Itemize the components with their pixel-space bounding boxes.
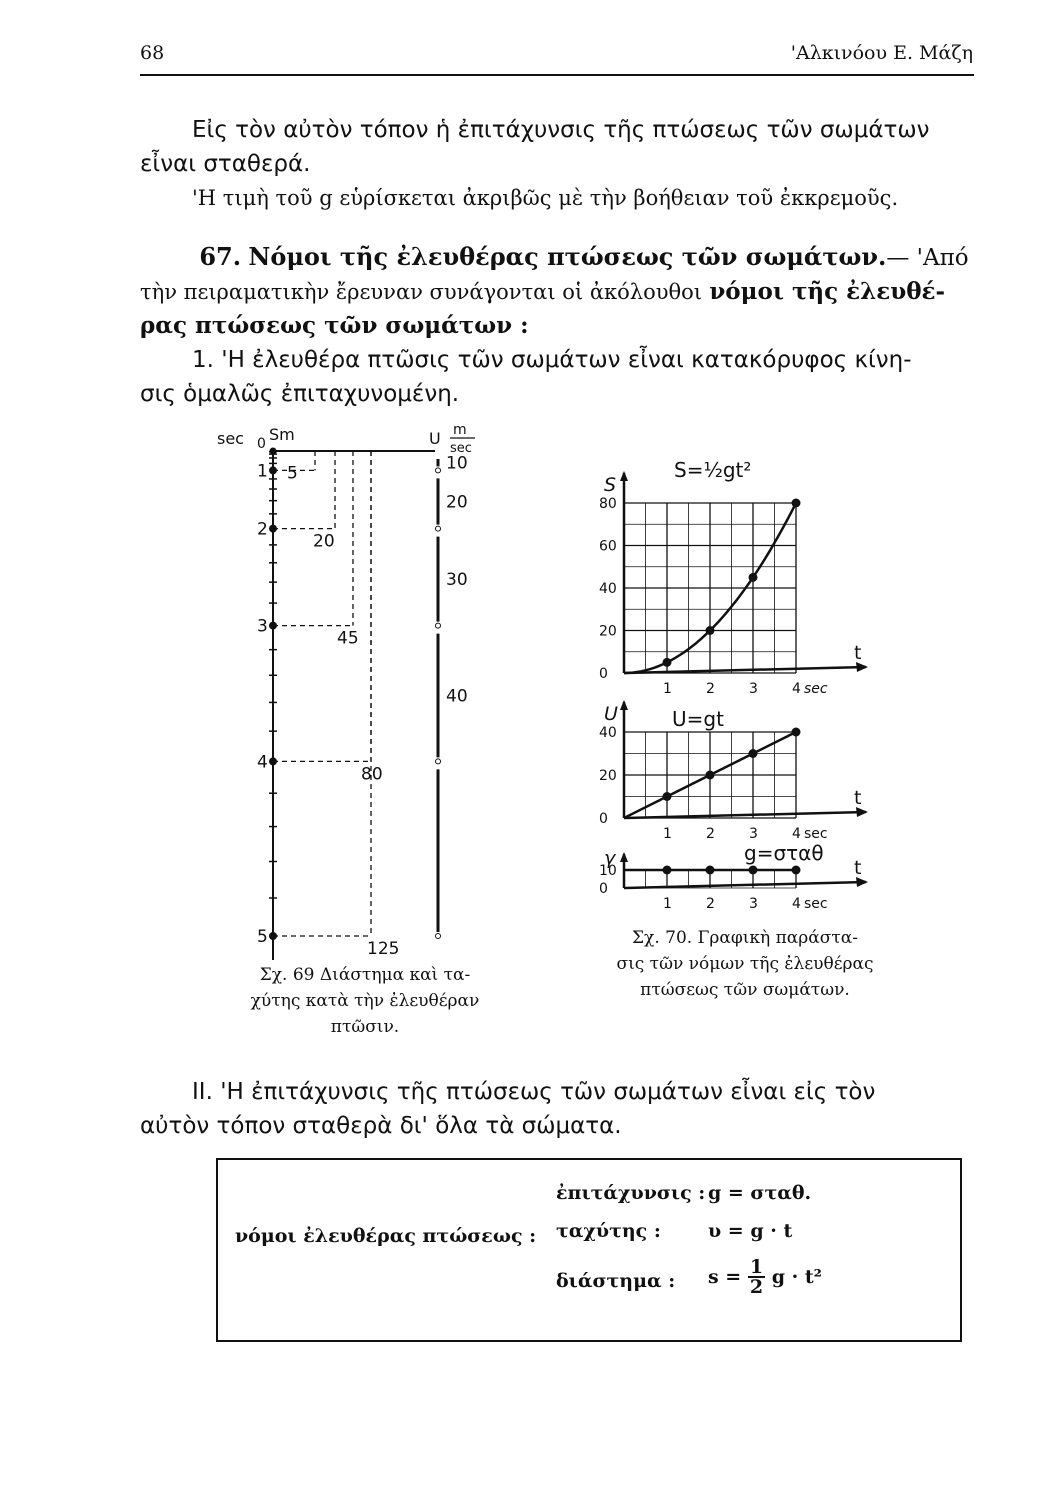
- fig69-distance-label: 80: [361, 764, 383, 785]
- figure-69: [205, 420, 505, 960]
- fig69-unit-num: m: [453, 422, 467, 438]
- fig69-speed-label: 40: [446, 686, 468, 707]
- law-2-line-1: ΙΙ. 'Η ἐπιτάχυνσις τῆς πτώσεως τῶν σωμάτων εἶναι εἰς τὸν: [192, 1079, 876, 1105]
- fig69-unit-den: sec: [450, 441, 472, 456]
- y-axis-arrow: [620, 471, 628, 481]
- x-axis-label: t: [854, 787, 862, 809]
- fig69-speed-node: [436, 468, 441, 473]
- fig69-speed-node: [436, 623, 441, 628]
- law-1-line-1: 1. 'Η ἐλευθέρα πτῶσις τῶν σωμάτων εἶναι κατακόρυφος κίνη-: [192, 347, 912, 373]
- fig70-caption-line-2: σις τῶν νόμων τῆς ἐλευθέρας: [616, 954, 874, 974]
- summary-row-3-rhs: g · t²: [771, 1266, 822, 1288]
- summary-row-3-name: διάστημα :: [556, 1270, 676, 1292]
- intro-line-1: Εἰς τὸν αὐτὸν τόπον ἡ ἐπιτάχυνσις τῆς πτώσεως τῶν σωμάτων: [192, 117, 930, 143]
- x-unit-label: sec: [804, 896, 828, 912]
- y-tick-label: 10: [599, 863, 617, 879]
- y-axis-arrow: [620, 700, 628, 710]
- data-point: [749, 749, 758, 758]
- x-axis-label: t: [854, 857, 862, 879]
- fig69-time-label: 5: [257, 927, 268, 947]
- x-tick-label: 3: [749, 681, 758, 697]
- intro-line-2: εἶναι σταθερά.: [140, 151, 311, 177]
- fig69-distance-label: 45: [337, 628, 359, 649]
- fig70-caption: [580, 925, 910, 1003]
- fig69-sm-label: Sm: [269, 425, 295, 444]
- page-number: 68: [140, 42, 165, 64]
- fig69-caption: [215, 962, 515, 1040]
- y-tick-label: 40: [599, 725, 617, 741]
- intro-paragraph: [140, 113, 970, 215]
- x-unit-label: sec: [804, 681, 828, 697]
- y-tick-label: 0: [599, 666, 608, 682]
- y-tick-label: 20: [599, 768, 617, 784]
- graph-velocity: [599, 700, 868, 842]
- x-tick-label: 3: [749, 896, 758, 912]
- fig69-caption-line-3: πτῶσιν.: [330, 1017, 400, 1037]
- data-point: [706, 771, 715, 780]
- section-bold-term: νόμοι τῆς ἐλευθέ-: [709, 278, 946, 305]
- summary-box: [216, 1158, 962, 1342]
- fig69-time-axis: [257, 448, 277, 961]
- section-title: Νόμοι τῆς ἐλευθέρας πτώσεως τῶν σωμάτων.: [248, 242, 887, 271]
- y-axis-label: S: [604, 474, 617, 496]
- fig69-speed-node: [436, 526, 441, 531]
- x-axis-label: t: [854, 642, 862, 664]
- x-tick-label: 4: [792, 896, 801, 912]
- law-2: [140, 1075, 970, 1143]
- summary-row-1-name: ἐπιτάχυνσις :: [556, 1182, 706, 1204]
- x-tick-label: 1: [663, 896, 672, 912]
- fig69-distance-label: 20: [313, 531, 335, 552]
- x-tick-label: 2: [706, 826, 715, 842]
- y-tick-label: 60: [599, 538, 617, 555]
- data-point: [663, 792, 672, 801]
- fig69-time-label: 2: [257, 519, 268, 540]
- y-tick-label: 80: [599, 496, 617, 512]
- x-tick-label: 1: [663, 681, 672, 697]
- fig69-speed-label: 10: [446, 453, 468, 474]
- summary-fraction-num: 1: [749, 1256, 764, 1278]
- y-tick-label: 0: [599, 811, 608, 827]
- x-tick-label: 2: [706, 681, 715, 697]
- fig69-time-label: 4: [257, 752, 268, 773]
- fig69-caption-line-2: χύτης κατὰ τὴν ἐλευθέραν: [250, 991, 480, 1011]
- fig69-time-label: 3: [257, 616, 268, 637]
- summary-row-1-formula: g = σταθ.: [708, 1182, 812, 1204]
- summary-label: νόμοι ἐλευθέρας πτώσεως :: [235, 1225, 537, 1247]
- y-axis-label: U: [604, 703, 618, 725]
- summary-row-2-name: ταχύτης :: [556, 1220, 661, 1242]
- summary-fraction-den: 2: [749, 1276, 764, 1298]
- x-unit-label: sec: [804, 826, 828, 842]
- fig69-zero-label: 0: [257, 436, 266, 452]
- x-axis: [624, 812, 866, 818]
- fig70-caption-line-3: πτώσεως τῶν σωμάτων.: [640, 980, 850, 1000]
- summary-fraction: [748, 1258, 765, 1296]
- fig69-u-label: U: [429, 429, 441, 448]
- x-tick-label: 1: [663, 826, 672, 842]
- fig69-speed-node: [436, 934, 441, 939]
- chart-title: U=gt: [672, 707, 724, 731]
- data-point: [706, 866, 715, 875]
- y-tick-label: 0: [599, 881, 608, 897]
- x-tick-label: 4: [792, 826, 801, 842]
- fig69-distance-label: 5: [287, 463, 298, 484]
- data-point: [663, 866, 672, 875]
- data-point: [663, 658, 672, 667]
- law-1-line-2: σις ὁμαλῶς ἐπιταχυνομένη.: [140, 381, 460, 407]
- graph-acceleration: [599, 841, 868, 912]
- data-point: [792, 728, 801, 737]
- section-bold-term-cont: ρας πτώσεως τῶν σωμάτων :: [140, 312, 529, 339]
- chart-title: g=σταθ: [744, 841, 824, 865]
- y-axis-label: γ: [604, 847, 616, 869]
- x-tick-label: 4: [792, 681, 801, 697]
- section-67: [140, 240, 970, 411]
- fig70-caption-line-1: Σχ. 70. Γραφικὴ παράστα-: [632, 928, 858, 948]
- graph-distance: [599, 458, 868, 697]
- data-point: [792, 499, 801, 508]
- summary-row-3-lhs: s =: [708, 1266, 742, 1288]
- summary-row-2-formula: υ = g · t: [708, 1220, 793, 1242]
- intro-line-3: 'Η τιμὴ τοῦ g εὑρίσκεται ἀκριβῶς μὲ τὴν βοήθειαν τοῦ ἐκκρεμοῦς.: [192, 186, 899, 210]
- running-title: 'Αλκινόου Ε. Μάζη: [790, 42, 973, 64]
- y-axis-arrow: [620, 852, 628, 862]
- figure-70: [580, 440, 900, 920]
- y-tick-label: 40: [599, 581, 617, 597]
- fig69-speed-label: 30: [446, 570, 468, 591]
- data-point: [706, 626, 715, 635]
- section-line-2: τὴν πειραματικὴν ἔρευναν συνάγονται οἱ ἀκόλουθοι: [140, 280, 703, 304]
- data-point: [749, 866, 758, 875]
- fig69-speed-axis: [436, 454, 468, 939]
- fig69-speed-label: 20: [446, 492, 468, 513]
- data-point: [792, 866, 801, 875]
- x-tick-label: 2: [706, 896, 715, 912]
- x-tick-label: 3: [749, 826, 758, 842]
- fig69-time-label: 1: [257, 461, 268, 482]
- fig69-distance-label: 125: [367, 939, 400, 959]
- fig69-sec-label: sec: [217, 429, 244, 448]
- law-2-line-2: αὐτὸν τόπον σταθερὰ δι' ὅλα τὰ σώματα.: [140, 1113, 622, 1139]
- fig69-caption-line-1: Σχ. 69 Διάστημα καὶ τα-: [259, 965, 471, 985]
- section-intro-start: — 'Από: [886, 245, 969, 271]
- data-point: [749, 573, 758, 582]
- fig69-speed-node: [436, 759, 441, 764]
- header-rule: [140, 74, 974, 76]
- section-number: 67.: [199, 242, 242, 271]
- x-axis: [624, 882, 866, 888]
- y-tick-label: 20: [599, 623, 617, 640]
- x-axis: [624, 667, 866, 673]
- fig69-guides: [273, 451, 399, 959]
- chart-title: S=½gt²: [674, 458, 752, 482]
- summary-row-3-formula: [708, 1258, 822, 1296]
